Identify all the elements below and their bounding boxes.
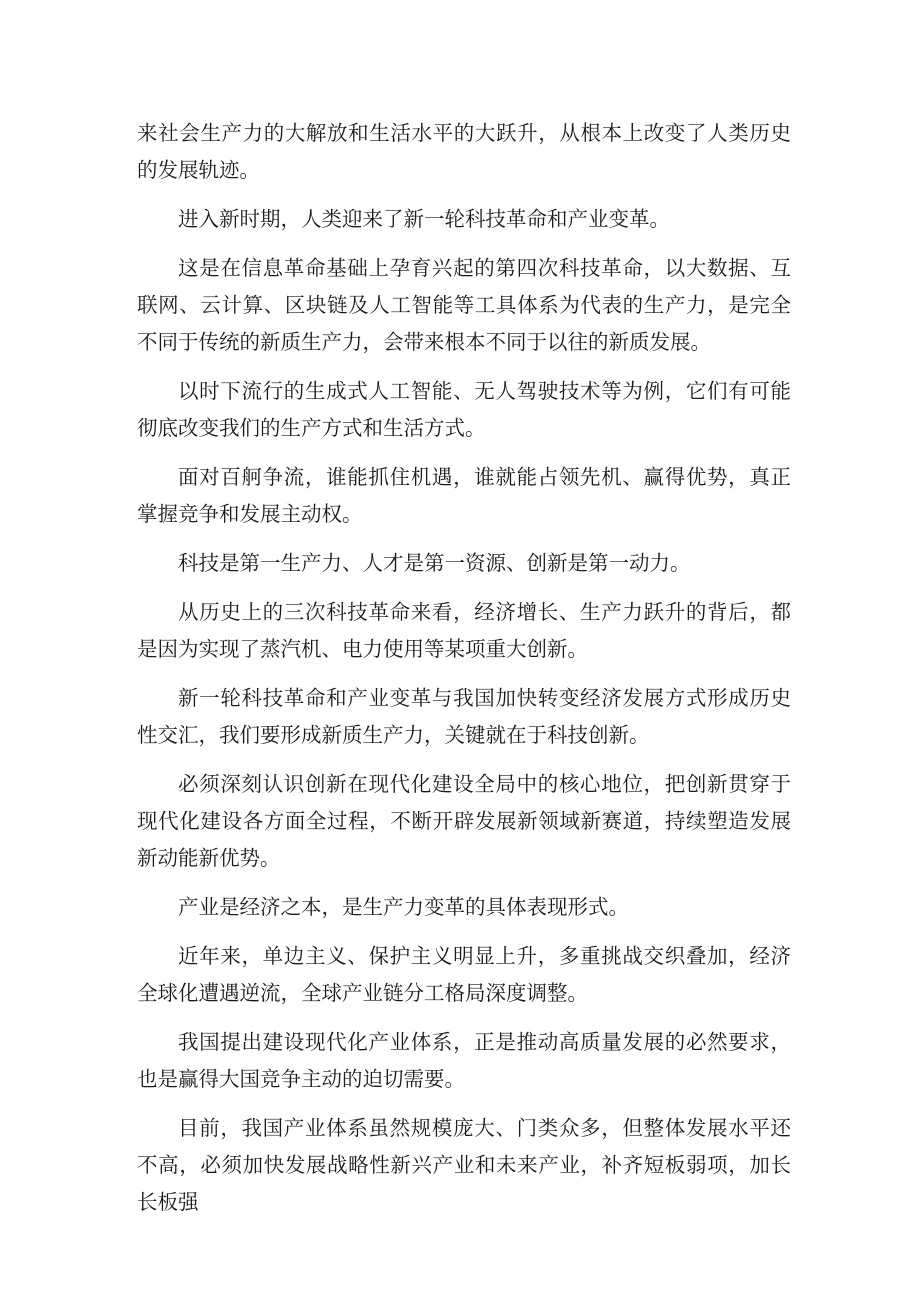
paragraph-6: 科技是第一生产力、人才是第一资源、创新是第一动力。	[178, 551, 691, 575]
paragraph-10: 产业是经济之本，是生产力变革的具体表现形式。	[178, 895, 629, 919]
paragraph-11: 近年来，单边主义、保护主义明显上升，多重挑战交织叠加，经济全球化遭遇逆流，全球产业链分工格局深度调整。	[137, 944, 791, 1005]
paragraph-3: 这是在信息革命基础上孕育兴起的第四次科技革命，以大数据、互联网、云计算、区块链及人工智能等工具体系为代表的生产力，是完全不同于传统的新质生产力，会带来根本不同于以往的新质发展。	[137, 256, 791, 354]
paragraph-2: 进入新时期，人类迎来了新一轮科技革命和产业变革。	[178, 207, 670, 231]
paragraph-4: 以时下流行的生成式人工智能、无人驾驶技术等为例，它们有可能彻底改变我们的生产方式和生活方式。	[137, 379, 791, 440]
paragraph-8: 新一轮科技革命和产业变革与我国加快转变经济发展方式形成历史性交汇，我们要形成新质生产力，关键就在于科技创新。	[137, 686, 791, 747]
paragraph-1: 来社会生产力的大解放和生活水平的大跃升，从根本上改变了人类历史的发展轨迹。	[137, 121, 791, 182]
document-body	[137, 115, 791, 1233]
paragraph-9: 必须深刻认识创新在现代化建设全局中的核心地位，把创新贯穿于现代化建设各方面全过程，不断开辟发展新领域新赛道，持续塑造发展新动能新优势。	[137, 772, 791, 870]
paragraph-7: 从历史上的三次科技革命来看，经济增长、生产力跃升的背后，都是因为实现了蒸汽机、电力使用等某项重大创新。	[137, 600, 791, 661]
paragraph-13: 目前，我国产业体系虽然规模庞大、门类众多，但整体发展水平还不高，必须加快发展战略性新兴产业和未来产业，补齐短板弱项，加长长板强	[137, 1116, 791, 1214]
paragraph-5: 面对百舸争流，谁能抓住机遇，谁就能占领先机、赢得优势，真正掌握竞争和发展主动权。	[137, 465, 791, 526]
paragraph-12: 我国提出建设现代化产业体系，正是推动高质量发展的必然要求，也是赢得大国竞争主动的迫切需要。	[137, 1030, 791, 1091]
